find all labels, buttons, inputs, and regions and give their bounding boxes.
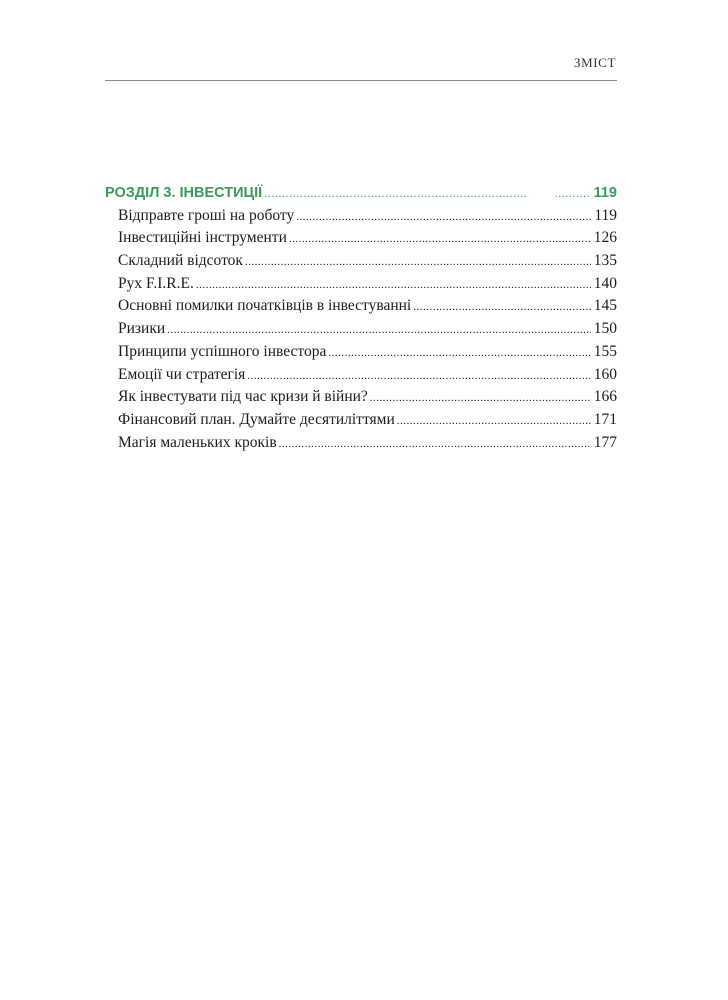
toc-entry[interactable] (105, 227, 617, 250)
toc-section-title: РОЗДІЛ 3. ІНВЕСТИЦІЇ (105, 185, 263, 201)
toc-entry[interactable] (105, 364, 617, 387)
toc-leader (296, 206, 591, 229)
toc-entry-title: Основні помилки початківців в інвестуванні (118, 297, 412, 315)
toc-entry[interactable] (105, 432, 617, 455)
toc-leader (196, 274, 591, 297)
toc-entry[interactable] (105, 386, 617, 409)
toc-entry-page: 150 (593, 320, 617, 338)
toc-leader (289, 228, 591, 251)
toc-entry-title: Рух F.I.R.E. (118, 274, 194, 292)
toc-entry-page: 160 (593, 365, 617, 383)
toc-entry-title: Принципи успішного інвестора (118, 342, 327, 360)
toc-entry[interactable] (105, 341, 617, 364)
toc-entry-title: Фінансовий план. Думайте десятиліттями (118, 410, 395, 428)
toc-section-row[interactable] (105, 182, 617, 205)
toc-leader (555, 183, 591, 206)
toc-entry-title: Як інвестувати під час кризи й війни? (118, 388, 368, 406)
toc-leader (264, 183, 525, 206)
toc-entry-title: Складний відсоток (118, 252, 243, 270)
toc-entry[interactable] (105, 409, 617, 432)
toc-entry[interactable] (105, 273, 617, 296)
toc-leader (167, 319, 591, 342)
toc-entry[interactable] (105, 318, 617, 341)
toc-entry-page: 145 (593, 297, 617, 315)
toc-entry-title: Емоції чи стратегія (118, 365, 246, 383)
toc-entry-page: 126 (593, 229, 617, 247)
table-of-contents (105, 182, 617, 454)
toc-leader (247, 365, 590, 388)
toc-entry[interactable] (105, 295, 617, 318)
toc-entry-page: 166 (593, 388, 617, 406)
toc-entry-page: 119 (594, 206, 617, 224)
toc-leader (245, 251, 591, 274)
header-rule (105, 80, 617, 81)
toc-entry-page: 140 (593, 274, 617, 292)
toc-entry-page: 177 (593, 433, 617, 451)
toc-leader (370, 387, 591, 410)
toc-entry-page: 135 (593, 252, 617, 270)
toc-entry[interactable] (105, 205, 617, 228)
toc-leader (413, 296, 591, 319)
toc-entry[interactable] (105, 250, 617, 273)
toc-entry-title: Інвестиційні інструменти (118, 229, 287, 247)
toc-entry-page: 171 (593, 410, 617, 428)
toc-leader (328, 342, 590, 365)
toc-section-page: 119 (593, 185, 617, 201)
toc-entry-title: Відправте гроші на роботу (118, 206, 295, 224)
toc-entry-title: Ризики (118, 320, 166, 338)
toc-entry-page: 155 (593, 342, 617, 360)
toc-leader (279, 433, 591, 456)
running-header: ЗМІСТ (573, 55, 616, 70)
toc-entry-title: Магія маленьких кроків (118, 433, 277, 451)
toc-leader (397, 410, 591, 433)
